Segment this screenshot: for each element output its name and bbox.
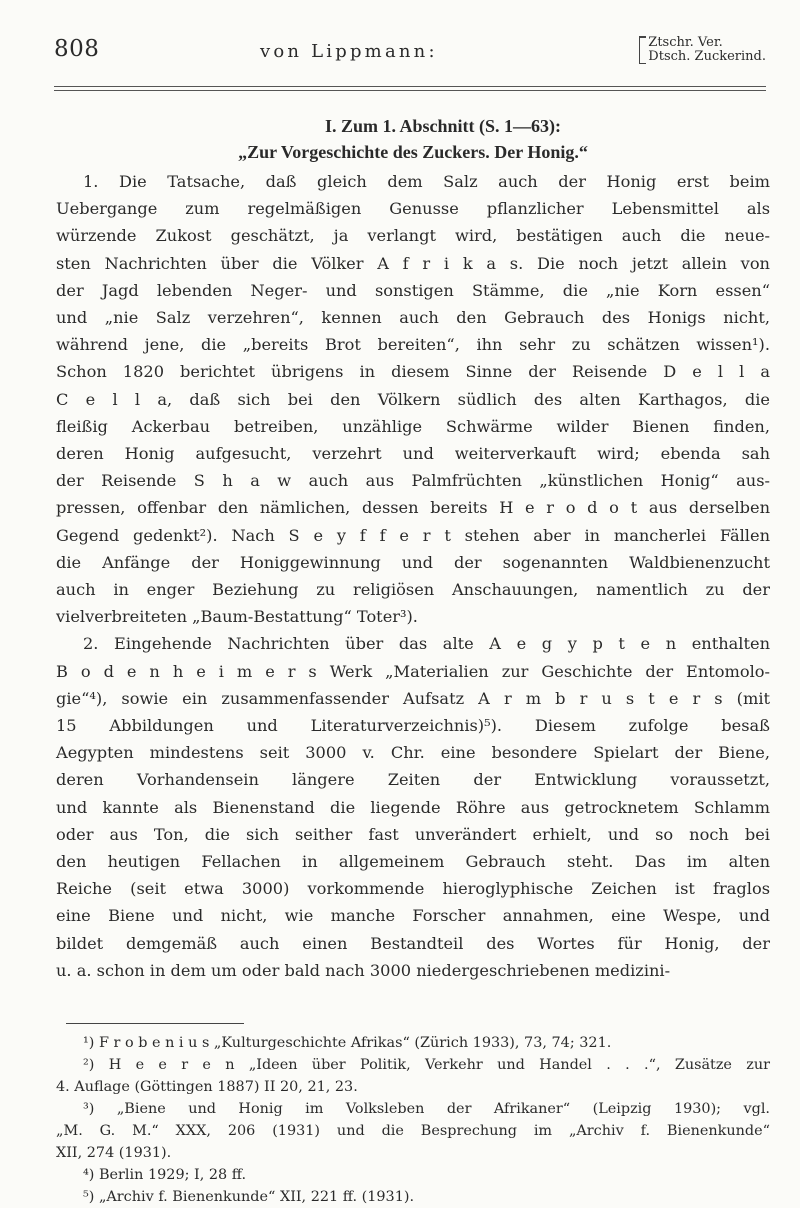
text-line: pressen, offenbar den nämlichen, dessen bereits H e r o d o t aus derselben	[56, 498, 770, 518]
text-line: bildet demgemäß auch einen Bestandteil des Wortes für Honig, der	[56, 933, 770, 953]
footnote-line: ³) „Biene und Honig im Volksleben der Afrikaner“ (Leipzig 1930); vgl.	[83, 1101, 770, 1117]
header-rule-double	[54, 90, 766, 91]
text-line: gie“⁴), sowie ein zusammenfassender Aufsatz A r m b r u s t e r s (mit	[56, 688, 770, 708]
bracket-top	[640, 36, 646, 38]
text-line: deren Vorhandensein längere Zeiten der Entwicklung voraussetzt,	[56, 770, 770, 790]
text-line: 1. Die Tatsache, daß gleich dem Salz auch der Honig erst beim	[83, 172, 770, 191]
text-line: 15 Abbildungen und Literaturverzeichnis)⁵). Diesem zufolge besaß	[56, 716, 770, 736]
text-line: vielverbreiteten „Baum-Bestattung“ Toter³).	[56, 607, 418, 627]
text-line: den heutigen Fellachen in allgemeinem Gebrauch steht. Das im alten	[56, 852, 770, 872]
footnote-line: 4. Auflage (Göttingen 1887) II 20, 21, 23.	[56, 1079, 358, 1095]
text-line: 2. Eingehende Nachrichten über das alte A e g y p t e n enthalten	[83, 634, 770, 654]
text-line: Uebergange zum regelmäßigen Genusse pflanzlicher Lebensmittel als	[56, 199, 770, 219]
paragraph-2	[56, 630, 770, 984]
footnote-line: XII, 274 (1931).	[56, 1145, 172, 1161]
heading-line-2: „Zur Vorgeschichte des Zuckers. Der Honig.“	[238, 142, 588, 162]
text-line: sten Nachrichten über die Völker A f r i k a s. Die noch jetzt allein von	[56, 253, 770, 273]
page-header	[54, 36, 766, 84]
text-line: Schon 1820 berichtet übrigens in diesem Sinne der Reisende D e l l a	[56, 362, 770, 382]
page-number: 808	[54, 36, 100, 62]
text-line: Reiche (seit etwa 3000) vorkommende hieroglyphische Zeichen ist fraglos	[56, 879, 770, 899]
footnote-line: ⁵) „Archiv f. Bienenkunde“ XII, 221 ff. (1931).	[83, 1189, 415, 1205]
bracket-bottom	[640, 63, 646, 65]
text-line: der Jagd lebenden Neger- und sonstigen Stämme, die „nie Korn essen“	[56, 280, 770, 300]
paragraph-1	[56, 168, 770, 630]
text-line: C e l l a, daß sich bei den Völkern südlich des alten Karthagos, die	[56, 389, 770, 409]
footnote-line: ¹) F r o b e n i u s „Kulturgeschichte Afrikas“ (Zürich 1933), 73, 74; 321.	[83, 1035, 612, 1051]
footnote-line: ²) H e e r e n „Ideen über Politik, Verkehr und Handel . . .“, Zusätze zur	[83, 1057, 770, 1073]
text-line: u. a. schon in dem um oder bald nach 3000 niedergeschriebenen medizini-	[56, 960, 671, 980]
footnote-line: ⁴) Berlin 1929; I, 28 ff.	[83, 1167, 247, 1183]
text-line: Gegend gedenkt²). Nach S e y f f e r t stehen aber in mancherlei Fällen	[56, 525, 770, 545]
footnote-rule	[66, 1023, 244, 1024]
footnote-line: „M. G. M.“ XXX, 206 (1931) und die Besprechung im „Archiv f. Bienenkunde“	[56, 1123, 770, 1139]
main-text	[56, 113, 770, 984]
journal-line-1: Ztschr. Ver.	[648, 35, 723, 50]
text-line: die Anfänge der Honiggewinnung und der sogenannten Waldbienenzucht	[56, 552, 770, 572]
text-line: deren Honig aufgesucht, verzehrt und weiterverkauft wird; ebenda sah	[56, 444, 770, 464]
text-line: oder aus Ton, die sich seither fast unverändert erhielt, und so noch bei	[56, 824, 770, 844]
text-line: eine Biene und nicht, wie manche Forscher annahmen, eine Wespe, und	[56, 906, 770, 926]
section-heading	[56, 113, 770, 165]
text-line: fleißig Ackerbau betreiben, unzählige Schwärme wilder Bienen finden,	[56, 416, 770, 436]
text-line: und „nie Salz verzehren“, kennen auch den Gebrauch des Honigs nicht,	[56, 308, 770, 328]
text-line: würzende Zukost geschätzt, ja verlangt wird, bestätigen auch die neue-	[56, 226, 770, 246]
header-rule	[54, 86, 766, 87]
journal-abbreviation	[639, 36, 766, 64]
text-line: der Reisende S h a w auch aus Palmfrüchten „künstlichen Honig“ aus-	[56, 471, 770, 491]
text-line: und kannte als Bienenstand die liegende Röhre aus getrocknetem Schlamm	[56, 797, 770, 817]
text-line: B o d e n h e i m e r s Werk „Materialien zur Geschichte der Entomolo-	[56, 661, 770, 681]
journal-line-2: Dtsch. Zuckerind.	[648, 49, 766, 64]
text-line: auch in enger Beziehung zu religiösen Anschauungen, namentlich zu der	[56, 580, 770, 600]
text-line: Aegypten mindestens seit 3000 v. Chr. eine besondere Spielart der Biene,	[56, 743, 770, 763]
text-line: während jene, die „bereits Brot bereiten“, ihn sehr zu schätzen wissen¹).	[56, 335, 770, 355]
heading-line-1: I. Zum 1. Abschnitt (S. 1—63):	[324, 116, 562, 136]
footnotes	[56, 1032, 770, 1208]
running-title: von Lippmann:	[260, 41, 438, 62]
